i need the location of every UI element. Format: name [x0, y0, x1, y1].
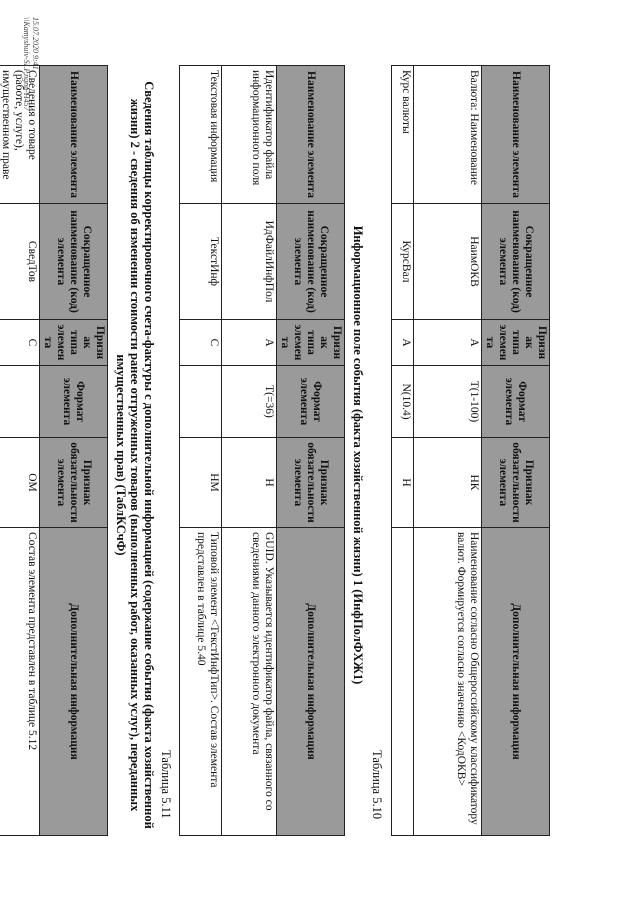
table-header-row: [40, 66, 108, 836]
rotated-page-content: [0, 5, 580, 905]
table-cell: Валюта: Наименование: [414, 66, 482, 204]
table-cell: Идентификатор файла информационного поля: [222, 66, 277, 204]
table-label: Таблица 5.10: [370, 750, 384, 820]
table-cell: Т(=36): [222, 366, 277, 438]
table-cell: НаимОКВ: [414, 204, 482, 320]
table-cell: С: [0, 320, 40, 366]
col-header: Признак обязательности элемента: [482, 438, 550, 528]
col-header: Наименование элемента: [40, 66, 108, 204]
table-cell: А: [392, 320, 414, 366]
table-label: Таблица 5.11: [159, 750, 173, 819]
col-header: Формат элемента: [482, 366, 550, 438]
col-header: Признак типа элемента: [482, 320, 550, 366]
col-header: Сокращенное наименование (код) элемента: [40, 204, 108, 320]
table-cell: ОМ: [0, 438, 40, 528]
col-header: Наименование элемента: [482, 66, 550, 204]
table-cell: Типовой элемент <ТекстИнфТип>. Состав элемента представлен в таблице 5.40: [180, 528, 222, 836]
table-row: [222, 66, 277, 836]
col-header: Признак типа элемента: [40, 320, 108, 366]
table-row: [414, 66, 482, 836]
col-header: Признак обязательности элемента: [40, 438, 108, 528]
table-cell: [0, 366, 40, 438]
col-header: Сокращенное наименование (код) элемента: [277, 204, 345, 320]
table-currency: [391, 65, 550, 836]
print-stamp: [22, 17, 40, 111]
table-cell: А: [222, 320, 277, 366]
table-header-row: [277, 66, 345, 836]
table-cell: Текстовая информация: [180, 66, 222, 204]
col-header: Наименование элемента: [277, 66, 345, 204]
table-cell: Н: [222, 438, 277, 528]
table-cell: ИдФайлИнфПол: [222, 204, 277, 320]
col-header: Формат элемента: [40, 366, 108, 438]
table-row: [180, 66, 222, 836]
col-header: Сокращенное наименование (код) элемента: [482, 204, 550, 320]
table-title: Сведения таблицы корректировочного счета-фактуры с дополнительной информацией (содержание события (факта хозяйственной жизни) 2 - сведения об изменении стоимости ранее отгруженных товаров (выполненных работ, оказанных услуг), переданных имущественных прав) (ТаблКСчФ): [114, 81, 156, 829]
col-header: Дополнительная информация: [482, 528, 550, 836]
table-cell: КурсВал: [392, 204, 414, 320]
table-title: Информационное поле события (факта хозяйственной жизни) 1 (ИнфПолФХЖ1): [351, 225, 365, 685]
col-header: Дополнительная информация: [40, 528, 108, 836]
table-cell: СведТов: [0, 204, 40, 320]
table-cell: N(10.4): [392, 366, 414, 438]
table-cell: НК: [414, 438, 482, 528]
col-header: Признак типа элемента: [277, 320, 345, 366]
table-cell: Наименование согласно Общероссийскому классификатору валют. Формируется согласно значению <КодОКВ>: [414, 528, 482, 836]
table-cell: Курс валюты: [392, 66, 414, 204]
table-cell: [392, 528, 414, 836]
table-cell: С: [180, 320, 222, 366]
col-header: Формат элемента: [277, 366, 345, 438]
col-header: Признак обязательности элемента: [277, 438, 345, 528]
table-cell: GUID. Указывается идентификатор файла, связанного со сведениями данного электронного документа: [222, 528, 277, 836]
table-cell: НМ: [180, 438, 222, 528]
table-cell: А: [414, 320, 482, 366]
table-cell: [180, 366, 222, 438]
table-cell: Т(1-100): [414, 366, 482, 438]
table-5-10: [179, 65, 345, 836]
stamp-line: \\Kamyshuiv-SI.P.ngnu-H457: [22, 17, 31, 111]
table-row: [392, 66, 414, 836]
table-row: [0, 66, 40, 836]
table-cell: Состав элемента представлен в таблице 5.12: [0, 528, 40, 836]
table-cell: Сведения о товаре (работе, услуге), имущественном праве: [0, 66, 40, 204]
col-header: Дополнительная информация: [277, 528, 345, 836]
table-5-11: [0, 65, 108, 836]
table-header-row: [482, 66, 550, 836]
stamp-line: 15.07.2020 9:41: [31, 17, 40, 70]
table-cell: ТекстИнф: [180, 204, 222, 320]
table-cell: Н: [392, 438, 414, 528]
